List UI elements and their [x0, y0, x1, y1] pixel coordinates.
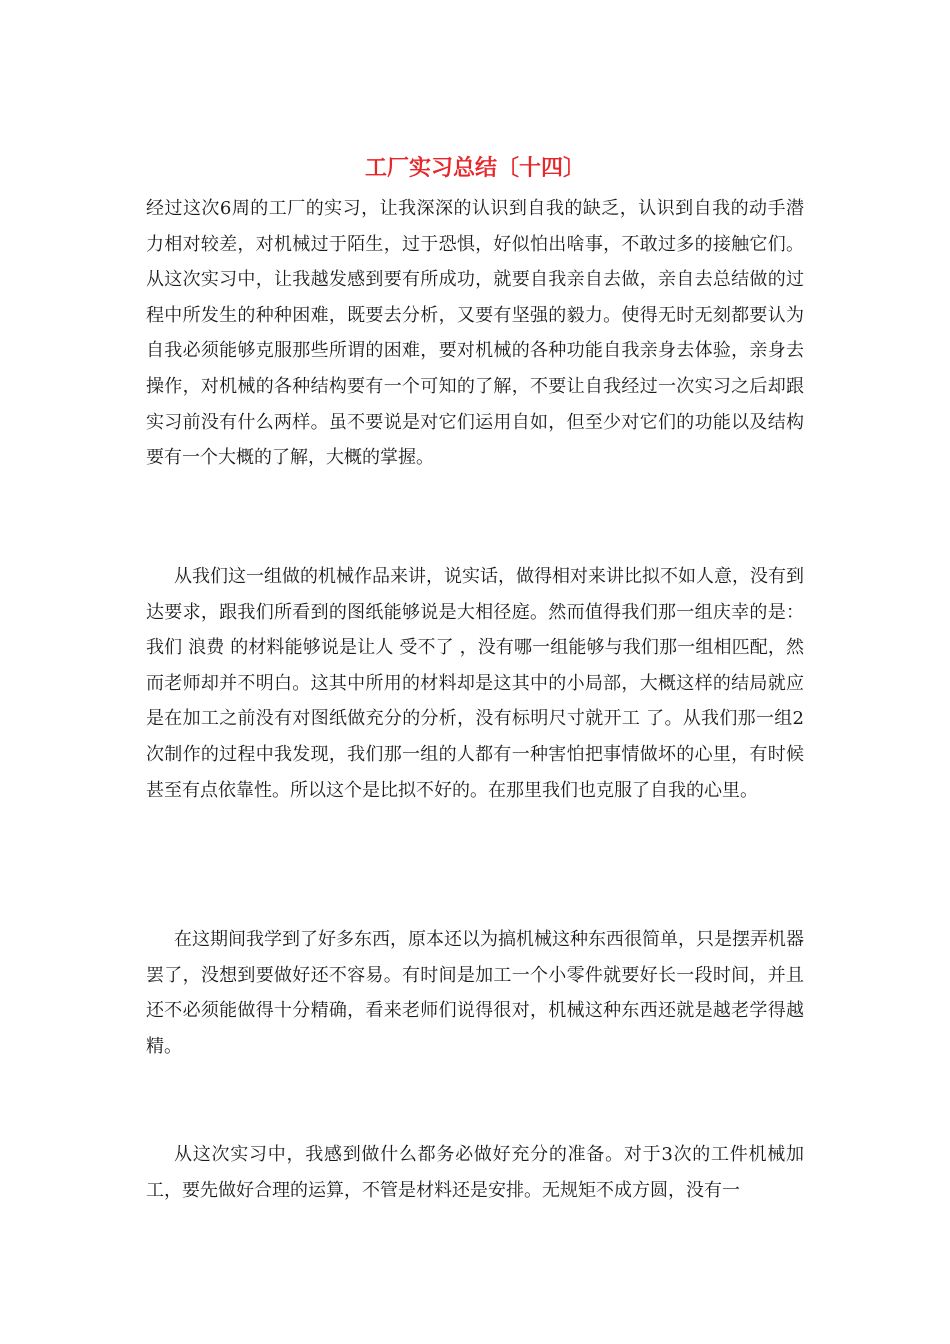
paragraph-4: 从这次实习中，我感到做什么都务必做好充分的准备。对于3次的工件机械加工，要先做好合理的运算，不管是材料还是安排。无规矩不成方圆，没有一 [146, 1144, 804, 1201]
paragraph-3: 在这期间我学到了好多东西，原本还以为搞机械这种东西很简单，只是摆弄机器罢了，没想到要做好还不容易。有时间是加工一个小零件就要好长一段时间，并且还不必须能做得十分精确，看来老师们说得很对，机械这种东西还就是越老学得越精。 [146, 929, 804, 1057]
paragraph-1: 经过这次6周的工厂的实习，让我深深的认识到自我的缺乏，认识到自我的动手潜力相对较差，对机械过于陌生，过于恐惧，好似怕出啥事，不敢过多的接触它们。从这次实习中，让我越发感到要有所成功，就要自我亲自去做，亲自去总结做的过程中所发生的种种困难，既要去分析，又要有坚强的毅力。使得无时无刻都要认为自我必须能够克服那些所谓的困难，要对机械的各种功能自我亲身去体验，亲身去操作，对机械的各种结构要有一个可知的了解，不要让自我经过一次实习之后却跟实习前没有什么两样。虽不要说是对它们运用自如，但至少对它们的功能以及结构要有一个大概的了解，大概的掌握。 [146, 198, 804, 469]
paragraph-2: 从我们这一组做的机械作品来讲，说实话，做得相对来讲比拟不如人意，没有到达要求，跟我们所看到的图纸能够说是大相径庭。然而值得我们那一组庆幸的是：我们 浪费 的材料能够说是让人 受不了 ，没有哪一组能够与我们那一组相匹配，然而老师却并不明白。这其中所用的材料却是这其中的小局部，大概这样的结局就应是在加工之前没有对图纸做充分的分析，没有标明尺寸就开工 了。从我们那一组2次制作的过程中我发现，我们那一组的人都有一种害怕把事情做坏的心里，有时候甚至有点依靠性。所以这个是比拟不好的。在那里我们也克服了自我的心里。 [146, 566, 804, 801]
document-title: 工厂实习总结〔十四〕 [364, 155, 585, 181]
